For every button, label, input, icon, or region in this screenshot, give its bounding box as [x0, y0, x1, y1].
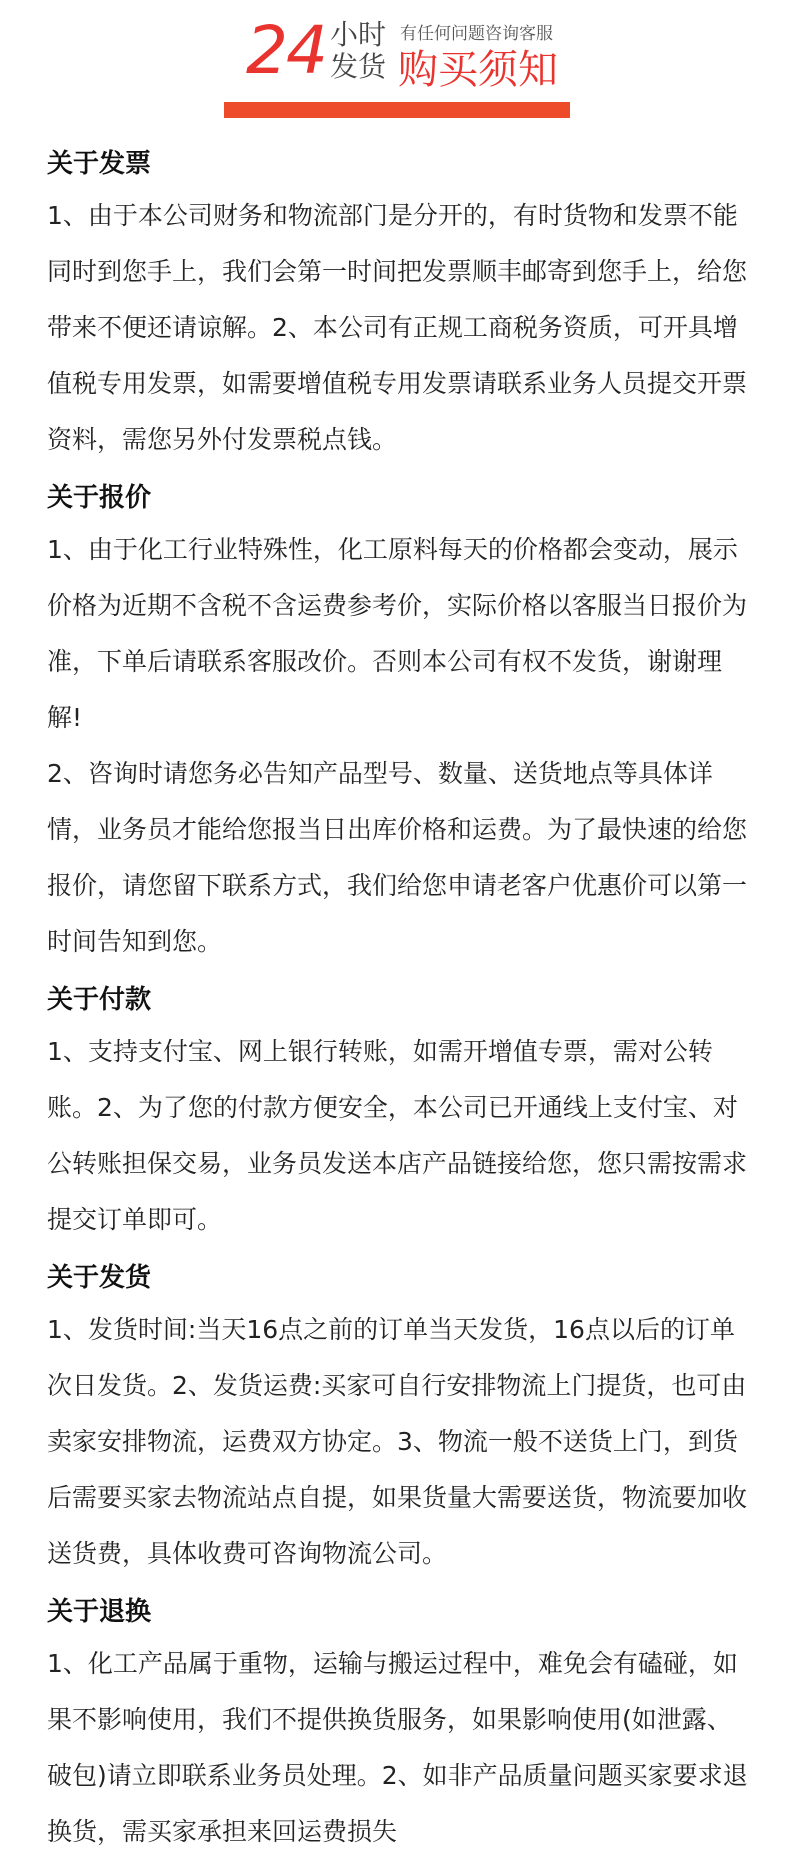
section-invoice — [47, 140, 752, 468]
header-title: 购买须知 — [398, 47, 558, 93]
header-accent-bar — [224, 102, 570, 118]
section-title: 关于发票 — [47, 149, 152, 179]
section-paragraph: 1、支持支付宝、网上银行转账，如需开增值专票，需对公转账。2、为了您的付款方便安全，本公司已开通线上支付宝、对公转账担保交易，业务员发送本店产品链接给您，您只需按需求提交订单即可。 — [47, 1037, 748, 1234]
header-hours-label: 小时 — [330, 18, 387, 51]
section-payment — [47, 976, 752, 1248]
section-title: 关于报价 — [47, 483, 152, 513]
section-shipping — [47, 1254, 752, 1582]
header-24-number: 24 — [246, 12, 326, 89]
header-ship-label: 发货 — [330, 50, 387, 83]
page-header — [0, 0, 790, 120]
section-title: 关于退换 — [47, 1597, 152, 1627]
section-paragraph: 1、化工产品属于重物，运输与搬运过程中，难免会有磕碰，如果不影响使用，我们不提供换货服务，如果影响使用(如泄露、破包)请立即联系业务员处理。2、如非产品质量问题买家要求退换货，需买家承担来回运费损失 — [47, 1649, 748, 1846]
header-subtitle: 有任何问题咨询客服 — [400, 24, 553, 44]
section-returns — [47, 1588, 752, 1860]
section-title: 关于付款 — [47, 985, 152, 1015]
section-paragraph: 2、咨询时请您务必告知产品型号、数量、送货地点等具体详情，业务员才能给您报当日出库价格和运费。为了最快速的给您报价，请您留下联系方式，我们给您申请老客户优惠价可以第一时间告知到您。 — [47, 759, 748, 956]
section-quotation — [47, 474, 752, 970]
section-title: 关于发货 — [47, 1263, 152, 1293]
section-paragraph: 1、发货时间:当天16点之前的订单当天发货，16点以后的订单次日发货。2、发货运费:买家可自行安排物流上门提货，也可由卖家安排物流，运费双方协定。3、物流一般不送货上门，到货后需要买家去物流站点自提，如果货量大需要送货，物流要加收送货费，具体收费可咨询物流公司。 — [47, 1315, 748, 1568]
section-paragraph: 1、由于化工行业特殊性，化工原料每天的价格都会变动，展示价格为近期不含税不含运费参考价，实际价格以客服当日报价为准，下单后请联系客服改价。否则本公司有权不发货，谢谢理解! — [47, 535, 748, 732]
notice-content — [47, 140, 752, 1860]
section-paragraph: 1、由于本公司财务和物流部门是分开的，有时货物和发票不能同时到您手上，我们会第一时间把发票顺丰邮寄到您手上，给您带来不便还请谅解。2、本公司有正规工商税务资质，可开具增值税专用发票，如需要增值税专用发票请联系业务人员提交开票资料，需您另外付发票税点钱。 — [47, 201, 748, 454]
